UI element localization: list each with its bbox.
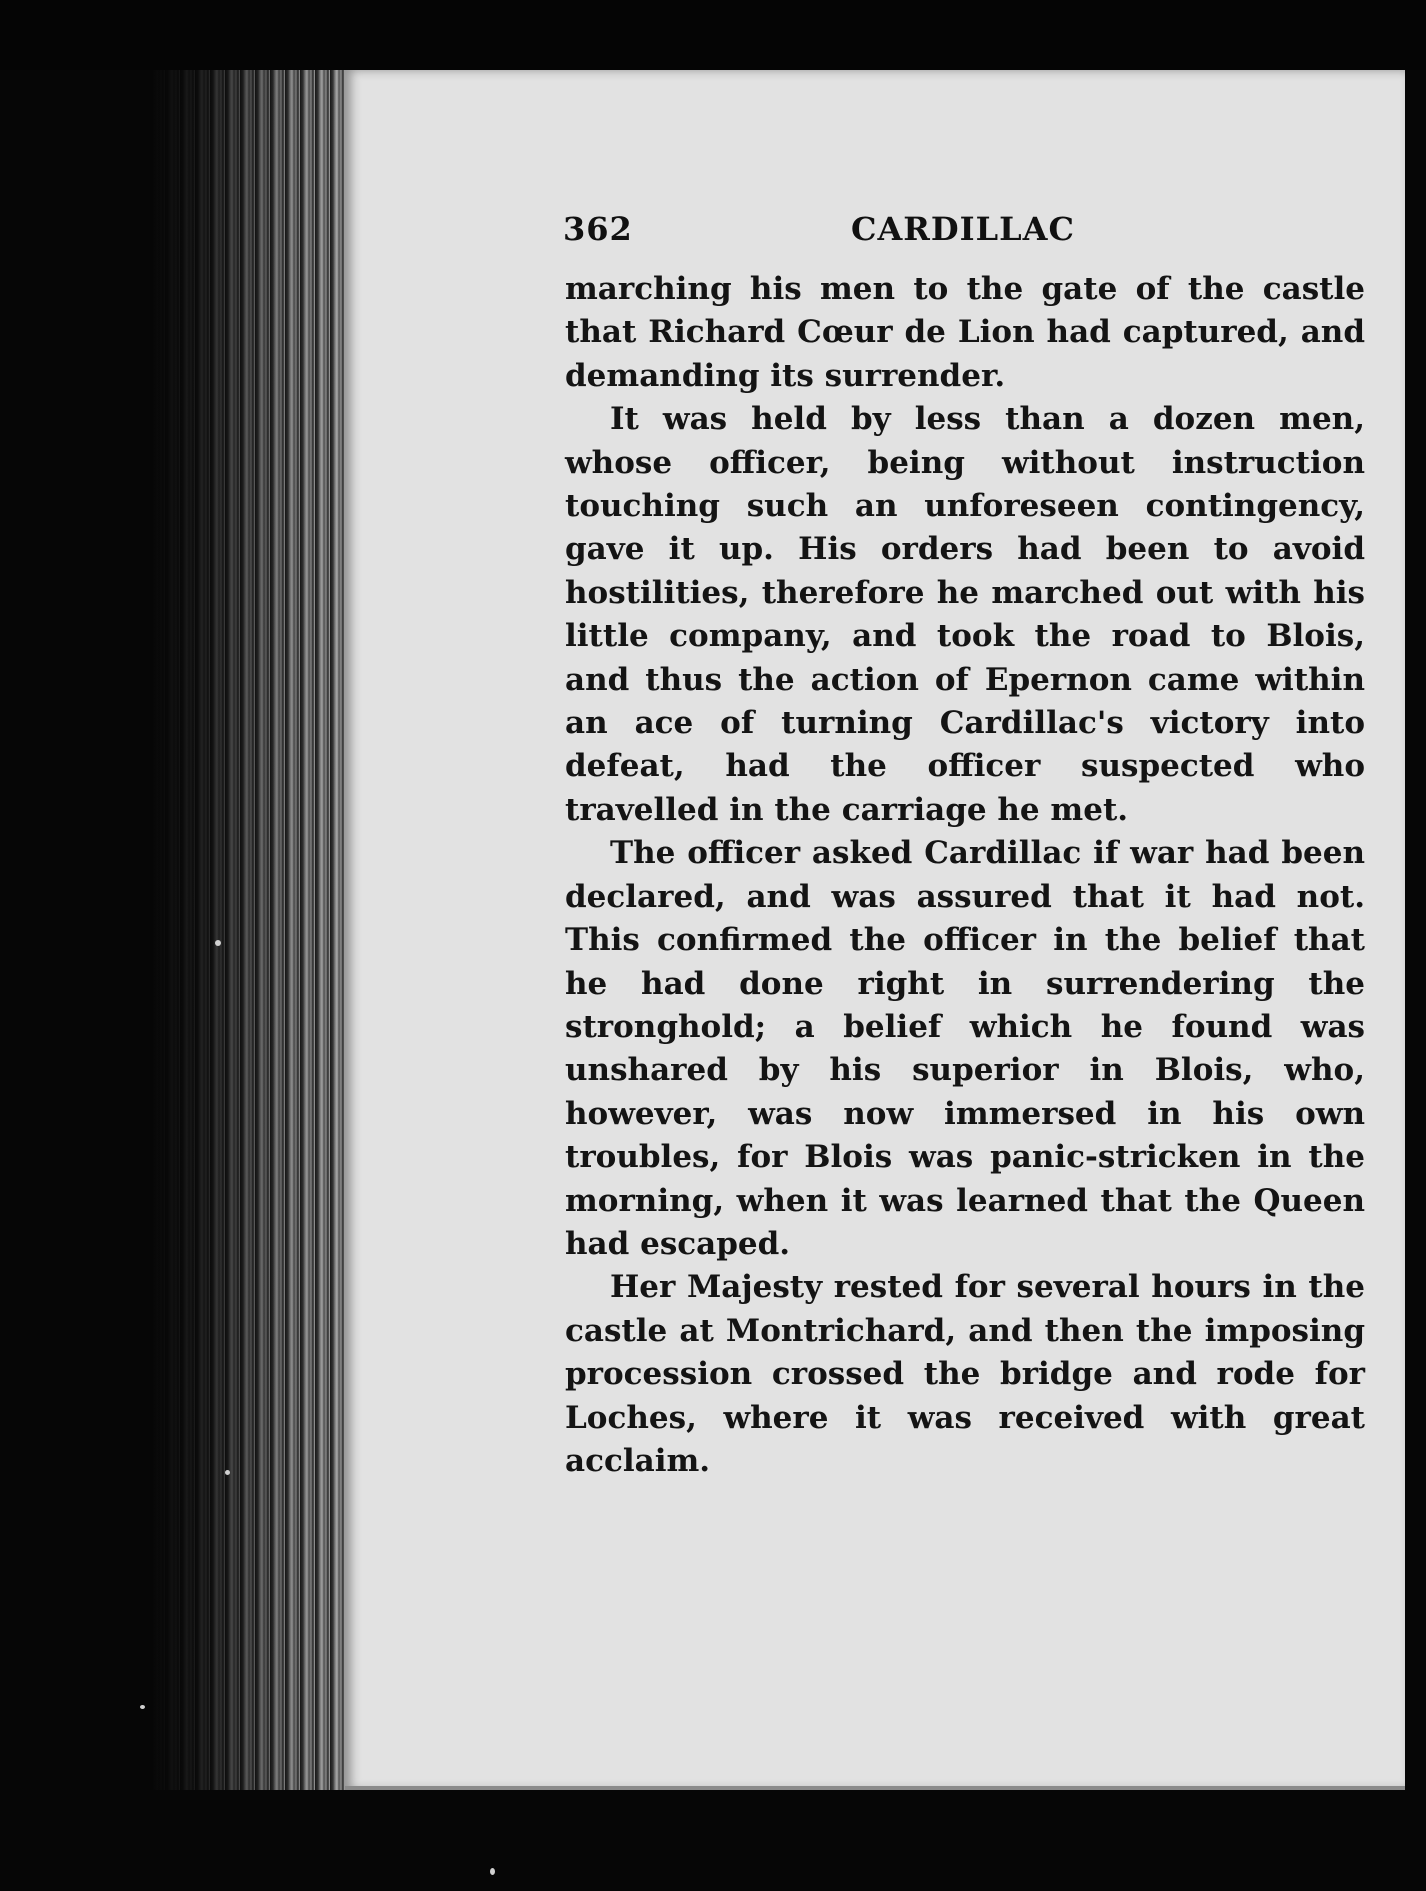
body-text (565, 268, 1365, 1483)
dust-speck (215, 940, 221, 946)
paragraph: The officer asked Cardillac if war had been declared, and was assured that it had not. This confirmed the officer in the belief that he had done right in surrendering the stronghold; a belief which he found was unshared by his superior in Blois, who, however, was now immersed in his own troubles, for Blois was panic-stricken in the morning, when it was learned that the Queen had escaped. (565, 835, 1365, 1262)
running-title: CARDILLAC (851, 210, 1075, 248)
page-edge-shadow (150, 70, 350, 1790)
dust-speck (490, 1868, 495, 1875)
top-dark-margin (0, 0, 1426, 70)
paragraph: Her Majesty rested for several hours in the castle at Montrichard, and then the imposing procession crossed the bridge and rode for Loches, where it was received with great acclaim. (565, 1269, 1365, 1479)
dust-speck (140, 1705, 145, 1709)
page-bottom-edge (345, 1786, 1405, 1790)
dust-speck (225, 1470, 230, 1475)
running-head (563, 210, 1083, 260)
paragraph: marching his men to the gate of the castle that Richard Cœur de Lion had captured, and demanding its surrender. (565, 271, 1365, 394)
paragraph: It was held by less than a dozen men, whose officer, being without instruction touching such an unforeseen contingency, gave it up. His orders had been to avoid hostilities, therefore he marched out with his little company, and took the road to Blois, and thus the action of Epernon came within an ace of turning Cardillac's victory into defeat, had the officer suspected who travelled in the carriage he met. (565, 401, 1365, 828)
page-number: 362 (563, 210, 633, 248)
